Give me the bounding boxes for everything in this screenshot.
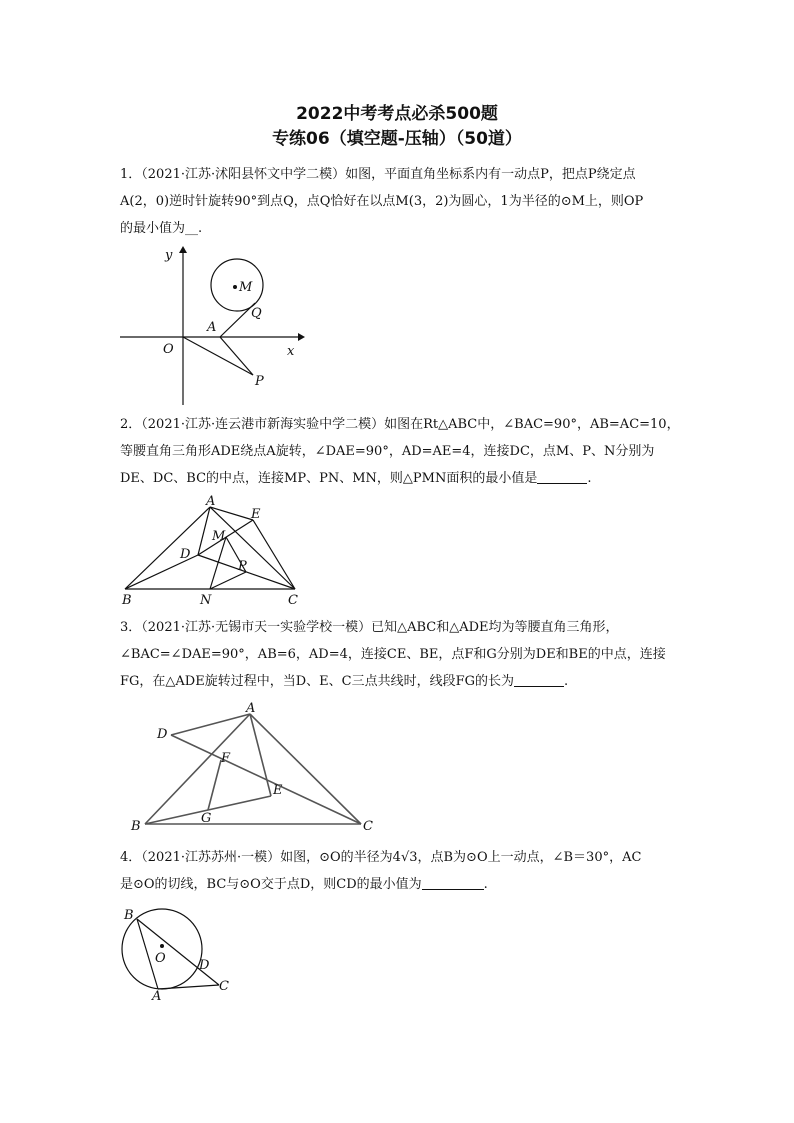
segment-pn	[210, 572, 246, 589]
question-1	[120, 161, 680, 242]
segment-mn	[210, 537, 226, 589]
q3-answer-blank	[514, 672, 564, 687]
circle-o	[122, 909, 202, 989]
segment-ca	[250, 714, 361, 824]
x-arrow	[298, 333, 305, 341]
center-o	[160, 944, 164, 948]
q4-line-2-end: .	[483, 877, 488, 892]
label-a: A	[246, 701, 256, 716]
q1-line-2: A(2，0)逆时针旋转90°到点Q，点Q恰好在以点M(3，2)为圆心，1为半径的⊙M上，则OP	[120, 194, 644, 209]
q1-figure	[115, 245, 315, 410]
label-g: G	[201, 811, 212, 826]
label-y: y	[165, 248, 173, 263]
label-m: M	[239, 280, 253, 295]
title-line-1: 2022中考考点必杀500题	[296, 104, 498, 124]
label-o: O	[155, 951, 166, 966]
q2-line-1: 2．（2021·江苏·连云港市新海实验中学二模）如图在Rt△ABC中，∠BAC=90°，AB=AC=10，	[120, 417, 680, 432]
q1-line-3: 的最小值为__.	[120, 221, 203, 236]
q2-line-3-end: .	[587, 471, 592, 486]
label-d: D	[199, 958, 210, 973]
q2-line-3	[120, 465, 680, 492]
q3-line-3	[120, 668, 680, 695]
q3-line-3-text: FG，在△ADE旋转过程中，当D、E、C三点共线时，线段FG的长为	[120, 674, 514, 689]
segment-dc	[171, 735, 361, 824]
label-d: D	[180, 547, 191, 562]
label-b: B	[131, 819, 141, 834]
q2-answer-blank	[537, 469, 587, 484]
q3-figure	[125, 700, 375, 835]
q1-line-1: 1．（2021·江苏·沭阳县怀文中学二模）如图，平面直角坐标系内有一动点P，把点P绕定点	[120, 167, 636, 182]
label-a: A	[152, 989, 162, 1004]
q2-line-2: 等腰直角三角形ADE绕点A旋转，∠DAE=90°，AD=AE=4，连接DC，点M、P、N分别为	[120, 444, 655, 459]
segment-fg	[208, 760, 221, 810]
segment-ae	[250, 714, 271, 796]
q4-line-2	[120, 871, 680, 898]
tangent-ac	[158, 985, 219, 989]
question-3	[120, 614, 680, 695]
q4-figure	[115, 905, 245, 1005]
label-o: O	[163, 342, 174, 357]
q2-figure	[120, 494, 320, 608]
q4-answer-blank	[422, 875, 484, 890]
label-b: B	[124, 908, 134, 923]
label-b: B	[122, 593, 132, 608]
segment-ad	[171, 714, 250, 735]
label-a: A	[206, 494, 216, 509]
label-q: Q	[251, 306, 262, 321]
label-m: M	[212, 529, 226, 544]
label-c: C	[363, 819, 373, 834]
label-n: N	[200, 593, 212, 608]
q4-line-1: 4．（2021·江苏苏州·一模）如图，⊙O的半径为4√3，点B为⊙O上一动点，∠B＝30°，AC	[120, 850, 642, 865]
label-d: D	[157, 727, 168, 742]
label-a: A	[207, 320, 217, 335]
label-e: E	[273, 783, 283, 798]
segment-op	[183, 337, 253, 375]
label-f: F	[221, 751, 231, 766]
label-e: E	[251, 507, 261, 522]
question-4	[120, 844, 680, 898]
label-p: P	[255, 374, 264, 389]
q2-line-3-text: DE、DC、BC的中点，连接MP、PN、MN，则△PMN面积的最小值是	[120, 471, 538, 486]
segment-ap	[220, 337, 253, 375]
label-c: C	[288, 593, 298, 608]
label-c: C	[219, 979, 229, 994]
label-p: P	[238, 559, 247, 574]
question-2	[120, 411, 680, 492]
title-line-2: 专练06（填空题-压轴）（50道）	[272, 129, 522, 149]
segment-ab	[125, 507, 210, 589]
label-x: x	[287, 344, 295, 359]
center-m	[233, 285, 237, 289]
q3-line-2: ∠BAC=∠DAE=90°，AB=6，AD=4，连接CE、BE，点F和G分别为DE和BE的中点，连接	[120, 647, 666, 662]
q4-line-2-text: 是⊙O的切线，BC与⊙O交于点D，则CD的最小值为	[120, 877, 422, 892]
circle-m	[211, 259, 263, 311]
q3-line-3-end: .	[563, 674, 569, 689]
segment-bc	[137, 919, 219, 985]
q3-line-1: 3．（2021·江苏·无锡市天一实验学校一模）已知△ABC和△ADE均为等腰直角三角形，	[120, 620, 619, 635]
y-arrow	[179, 246, 187, 253]
